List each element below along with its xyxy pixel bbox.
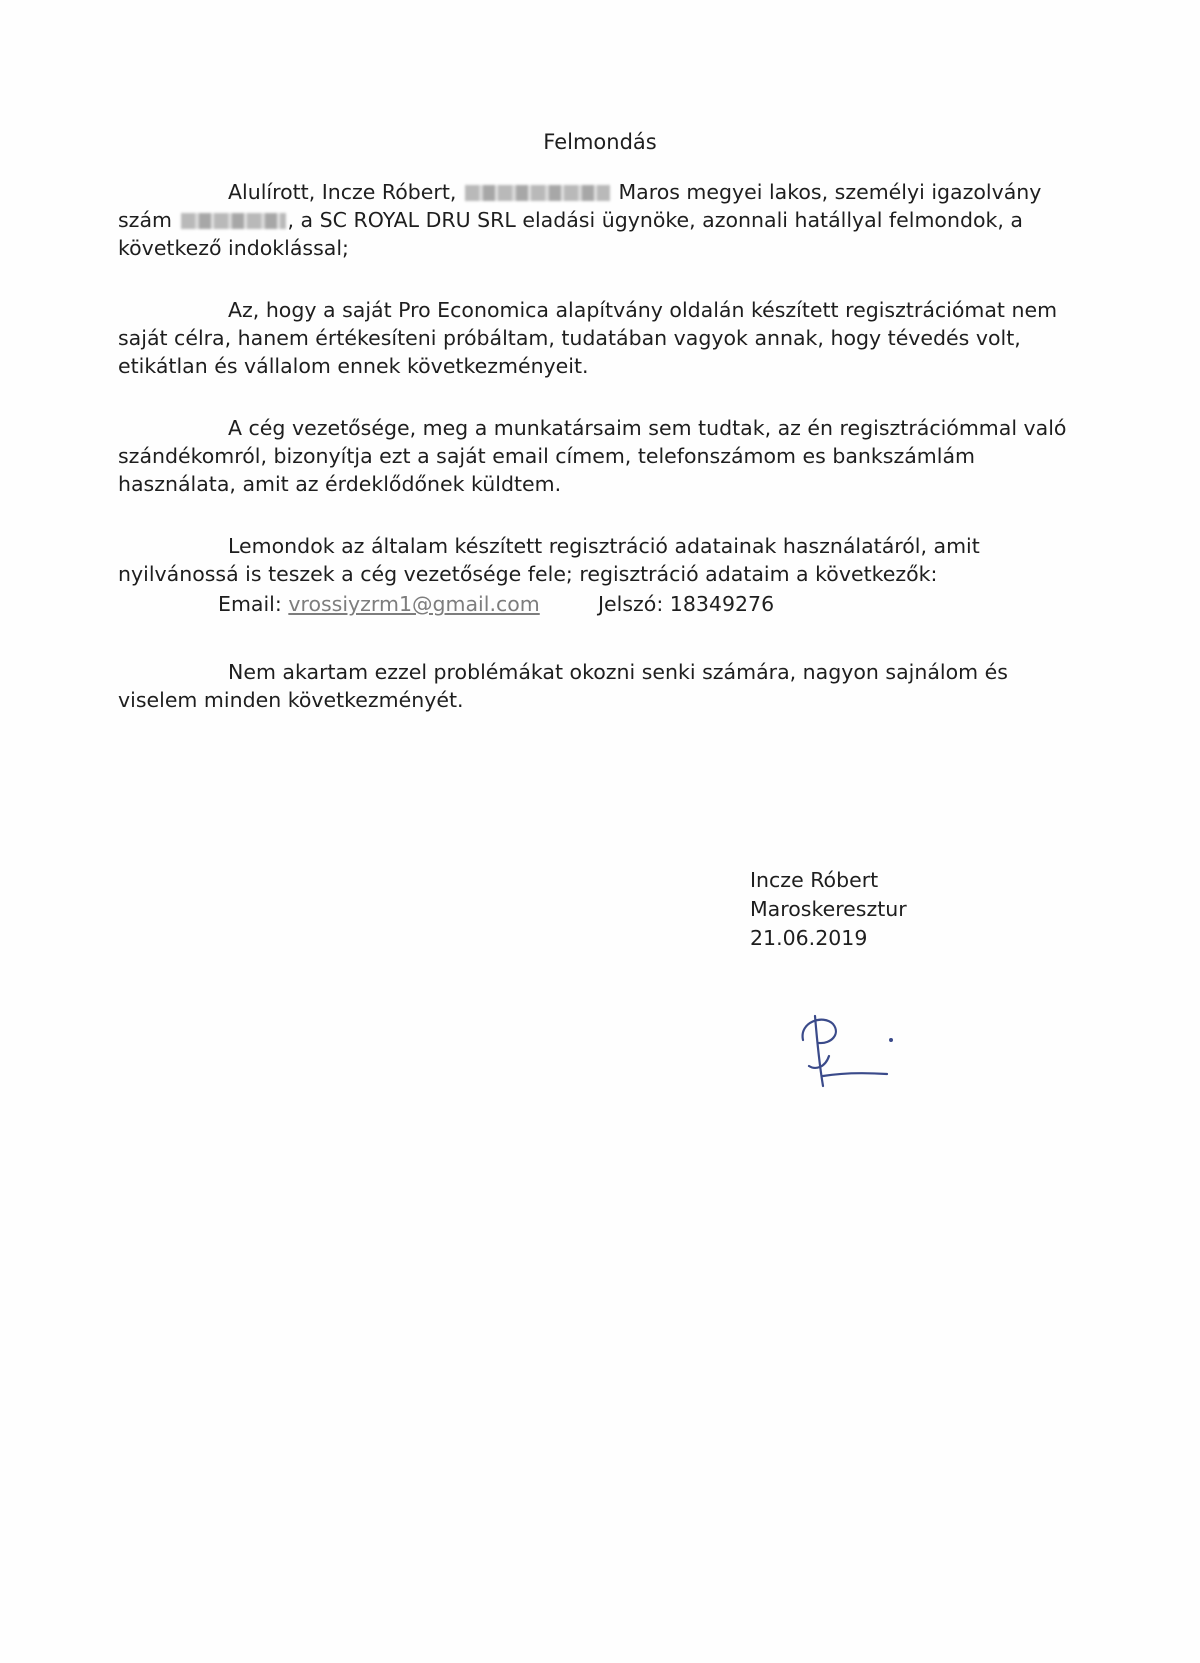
- p1-line-3: következő indoklással;: [118, 236, 349, 260]
- p2-line-2: saját célra, hanem értékesíteni próbáltam, tudatában vagyok annak, hogy tévedés volt,: [118, 326, 1021, 350]
- password-value: 18349276: [669, 592, 775, 616]
- p4-line-1: Lemondok az általam készített regisztráció adatainak használatáról, amit: [228, 534, 980, 558]
- redacted-id-number: [181, 213, 286, 229]
- p1-line-1: [228, 178, 1041, 206]
- p3-line-3: használata, amit az érdeklődőnek küldtem.: [118, 472, 562, 496]
- email-link[interactable]: vrossiyzrm1@gmail.com: [288, 592, 540, 616]
- redacted-address: [465, 185, 610, 201]
- p2-line-3: etikátlan és vállalom ennek következményeit.: [118, 354, 589, 378]
- closing-date: 21.06.2019: [750, 926, 868, 950]
- closing-name: Incze Róbert: [750, 868, 879, 892]
- p4-line-2: nyilvánossá is teszek a cég vezetősége fele; regisztráció adataim a következők:: [118, 562, 938, 586]
- p1-line-1-end: Maros megyei lakos, személyi igazolvány: [618, 180, 1042, 204]
- email-label: Email:: [218, 592, 282, 616]
- email-row: [218, 590, 540, 618]
- p1-line-2-start: szám: [118, 208, 172, 232]
- p2-line-1: Az, hogy a saját Pro Economica alapítvány oldalán készített regisztrációmat nem: [228, 298, 1058, 322]
- closing-place: Maroskeresztur: [750, 897, 907, 921]
- p3-line-2: szándékomról, bizonyítja ezt a saját email címem, telefonszámom es bankszámlám: [118, 444, 975, 468]
- p5-line-1: Nem akartam ezzel problémákat okozni senki számára, nagyon sajnálom és: [228, 660, 1008, 684]
- p1-line-1-start: Alulírott, Incze Róbert,: [228, 180, 457, 204]
- document-title: Felmondás: [543, 130, 657, 154]
- p5-line-2: viselem minden következményét.: [118, 688, 464, 712]
- p3-line-1: A cég vezetősége, meg a munkatársaim sem tudtak, az én regisztrációmmal való: [228, 416, 1067, 440]
- signature-icon: [795, 1010, 905, 1110]
- password-row: [598, 590, 774, 618]
- p1-line-2-end: , a SC ROYAL DRU SRL eladási ügynöke, azonnali hatállyal felmondok, a: [287, 208, 1023, 232]
- p1-line-2: [118, 206, 1023, 234]
- password-label: Jelszó:: [598, 592, 664, 616]
